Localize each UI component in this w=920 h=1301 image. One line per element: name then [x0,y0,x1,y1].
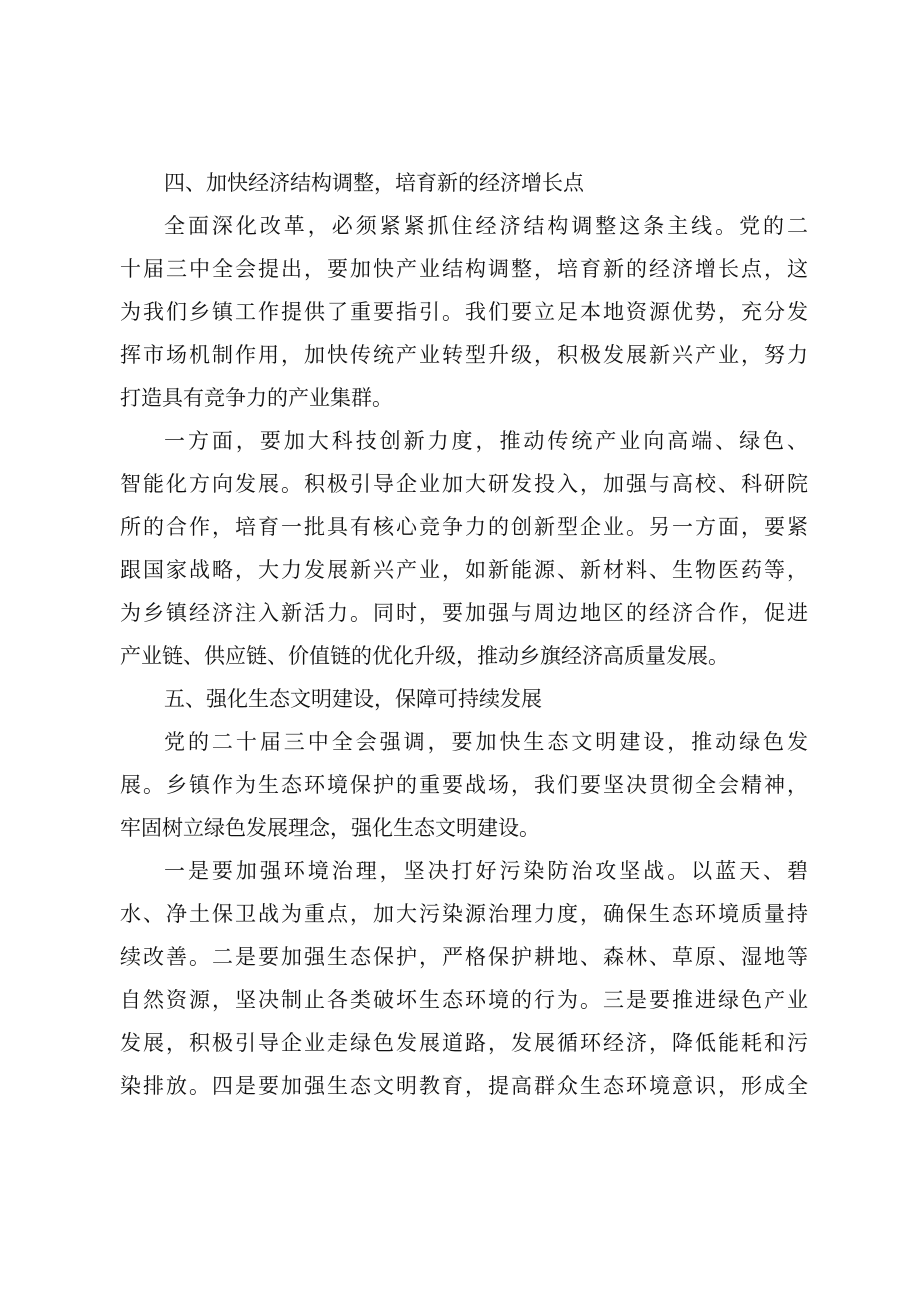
paragraph-line: 挥市场机制作用，加快传统产业转型升级，积极发展新兴产业，努力 [120,343,808,367]
paragraph-line: 牢固树立绿色发展理念，强化生态文明建设。 [120,816,540,840]
paragraph-line: 为我们乡镇工作提供了重要指引。我们要立足本地资源优势，充分发 [120,300,808,324]
paragraph-line: 跟国家战略，大力发展新兴产业，如新能源、新材料、生物医药等， [120,558,808,582]
paragraph-line: 一是要加强环境治理，坚决打好污染防治攻坚战。以蓝天、碧 [164,859,808,883]
paragraph-line: 全面深化改革，必须紧紧抓住经济结构调整这条主线。党的二 [164,214,808,238]
paragraph-line: 十届三中全会提出，要加快产业结构调整，培育新的经济增长点，这 [120,257,808,281]
paragraph-line: 自然资源，坚决制止各类破坏生态环境的行为。三是要推进绿色产业 [120,988,808,1012]
paragraph-line: 展。乡镇作为生态环境保护的重要战场，我们要坚决贯彻全会精神， [120,773,808,797]
paragraph-line: 续改善。二是要加强生态保护，严格保护耕地、森林、草原、湿地等 [120,945,808,969]
section-heading-5: 五、强化生态文明建设，保障可持续发展 [164,687,542,711]
paragraph-line: 智能化方向发展。积极引导企业加大研发投入，加强与高校、科研院 [120,472,808,496]
paragraph-line: 染排放。四是要加强生态文明教育，提高群众生态环境意识，形成全 [120,1074,808,1098]
paragraph-line: 为乡镇经济注入新活力。同时，要加强与周边地区的经济合作，促进 [120,601,808,625]
paragraph-line: 一方面，要加大科技创新力度，推动传统产业向高端、绿色、 [164,429,808,453]
paragraph-line: 所的合作，培育一批具有核心竞争力的创新型企业。另一方面，要紧 [120,515,808,539]
paragraph-line: 发展，积极引导企业走绿色发展道路，发展循环经济，降低能耗和污 [120,1031,808,1055]
section-heading-4: 四、加快经济结构调整，培育新的经济增长点 [164,171,584,195]
paragraph-line: 打造具有竞争力的产业集群。 [120,386,393,410]
paragraph-line: 产业链、供应链、价值链的优化升级，推动乡旗经济高质量发展。 [120,644,729,668]
paragraph-line: 党的二十届三中全会强调，要加快生态文明建设，推动绿色发 [164,730,808,754]
paragraph-line: 水、净土保卫战为重点，加大污染源治理力度，确保生态环境质量持 [120,902,808,926]
